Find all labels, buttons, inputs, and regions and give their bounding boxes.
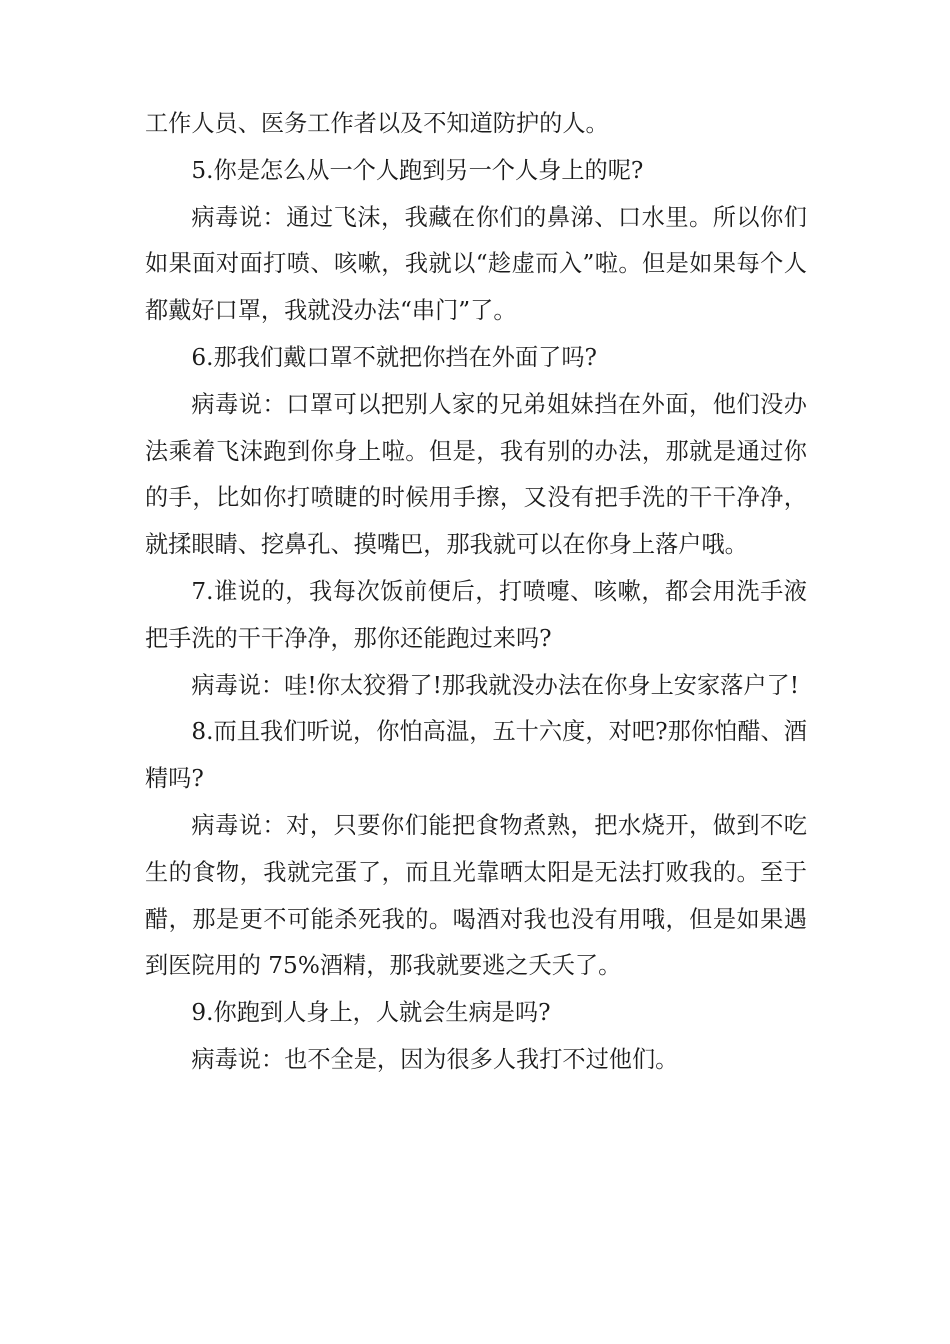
question-6: 6.那我们戴口罩不就把你挡在外面了吗? [191, 343, 597, 371]
answer-6: 病毒说：口罩可以把别人家的兄弟姐妹挡在外面，他们没办法乘着飞沫跑到你身上啦。但是，我有别的办法，那就是通过你的手，比如你打喷睫的时候用手擦，又没有把手洗的干干净净，就揉眼睛、挖鼻孔、摸嘴巴，那我就可以在你身上落户哦。 [145, 390, 807, 559]
question-7: 7.谁说的，我每次饭前便后，打喷嚏、咳嗽，都会用洗手液把手洗的干干净净，那你还能跑过来吗? [145, 577, 807, 652]
answer-5: 病毒说：通过飞沫，我藏在你们的鼻涕、口水里。所以你们如果面对面打喷、咳嗽，我就以“趁虚而入”啦。但是如果每个人都戴好口罩，我就没办法“串门”了。 [145, 203, 807, 325]
answer-7: 病毒说：哇!你太狡猾了!那我就没办法在你身上安家落户了! [191, 671, 800, 699]
paragraph-continuation: 工作人员、医务工作者以及不知道防护的人。 [145, 110, 609, 137]
question-8: 8.而且我们听说，你怕高温，五十六度，对吧?那你怕醋、酒精吗? [145, 718, 807, 793]
answer-8: 病毒说：对，只要你们能把食物煮熟，把水烧开，做到不吃生的食物，我就完蛋了，而且光靠晒太阳是无法打败我的。至于醋，那是更不可能杀死我的。喝酒对我也没有用哦，但是如果遇到医院用的 75%酒精，那我就要逃之夭夭了。 [145, 811, 807, 980]
question-5: 5.你是怎么从一个人跑到另一个人身上的呢? [191, 156, 644, 184]
answer-9: 病毒说：也不全是，因为很多人我打不过他们。 [191, 1045, 679, 1073]
document-body [145, 101, 807, 1084]
question-9: 9.你跑到人身上，人就会生病是吗? [191, 999, 551, 1027]
